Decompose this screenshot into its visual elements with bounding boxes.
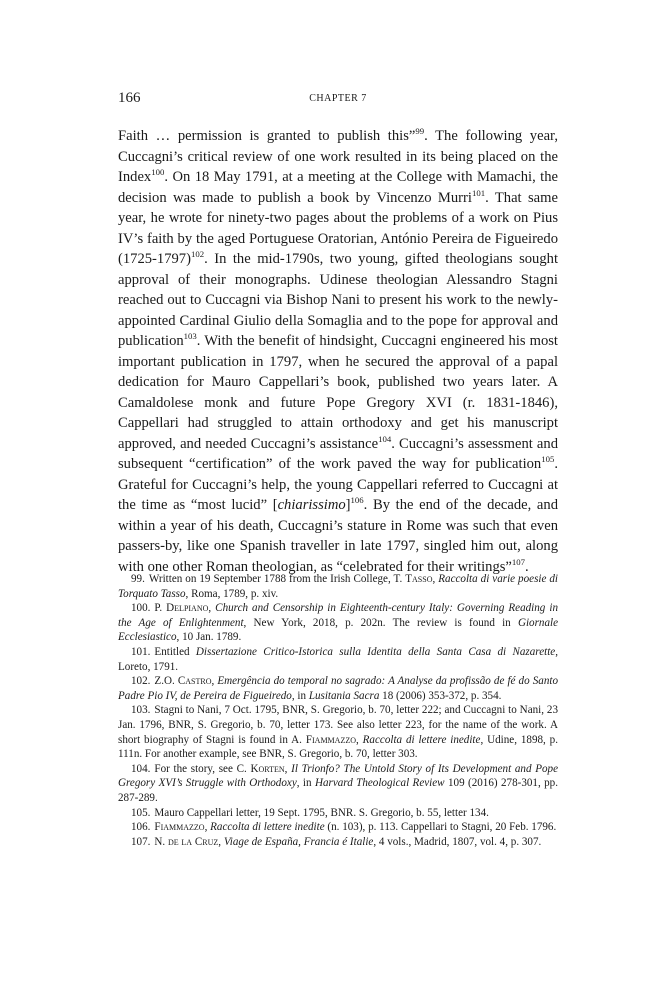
footnote-text: , [356, 733, 363, 746]
work-title: Harvard Theological Review [314, 777, 445, 790]
running-head: CHAPTER 7 [309, 93, 367, 104]
footnote-number: 105. [131, 806, 151, 819]
footnote-number: 102. [131, 675, 151, 688]
footnote-text: For the story, see C. [154, 762, 251, 775]
work-title: Raccolta di varie poesie di Torquato Tasso [118, 573, 559, 600]
footnote-text: , [218, 835, 224, 848]
author-name: Fiammazzo [305, 733, 356, 746]
author-name: Tasso [405, 573, 433, 585]
body-paragraph [118, 126, 558, 577]
footnote-text: , New York, 2018, p. 202n. The review is found in [243, 616, 518, 629]
footnote-number: 107. [131, 835, 151, 848]
work-title: Lusitania Sacra [308, 689, 380, 702]
footnote-number: 101. [131, 645, 151, 658]
footnote-text: , [284, 762, 292, 775]
author-name: Korten [250, 762, 285, 775]
footnote-text: Mauro Cappellari letter, 19 Sept. 1795, BNR. S. Gregorio, b. 55, letter 134. [154, 806, 489, 819]
footnote-text: Stagni to Nani, 7 Oct. 1795, BNR, S. Gregorio, b. 70, letter 222; and Cuccagni to Nani, 23 Jan. 1796, BNR, S. Gregorio, b. 70, letter 173. See also letter 223, for the name of the work. A short biography of Stagni is found in A. [118, 704, 558, 746]
footnote-text: , [204, 821, 211, 834]
text-run: . Grateful for Cuccagni’s help, the young Cappellari referred to Cuccagni at the time as “most lucid” [ [118, 456, 558, 513]
work-title: Emergência do temporal no sagrado: A Analyse da profissão de fé do Santo Padre Pio IV, de Pereira de Figueiredo [118, 675, 558, 702]
footnote-text: Written on 19 September 1788 from the Irish College, T. [148, 573, 406, 585]
footnote-number: 106. [131, 821, 151, 834]
footnote-ref: 105 [541, 454, 555, 465]
footnote-text: , [208, 602, 216, 615]
footnote-text: 18 (2006) 353-372, p. 354. [379, 689, 502, 702]
footnote-text: 109 (2016) 278-301, pp. 287-289. [118, 777, 558, 804]
footnote-104 [118, 762, 558, 806]
footnote-text: , in [291, 689, 309, 702]
footnote-ref: 100 [151, 167, 165, 178]
footnote-text: , Roma, 1789, p. xiv. [185, 587, 279, 600]
author-name: de la Cruz [167, 835, 219, 848]
footnote-text: (n. 103), p. 113. Cappellari to Stagni, 20 Feb. 1796. [324, 821, 557, 834]
footnote-105 [118, 806, 558, 821]
work-title: Dissertazione Critico-Istorica sulla Identita della Santa Casa di Nazarette [195, 645, 556, 658]
work-title: Giornale Ecclesiastico [118, 616, 558, 644]
text-run: . That same year, he wrote for ninety-two pages about the problems of a work on Pius IV’s faith by the aged Portuguese Oratorian, António Pereira de Figueiredo (1725-1797) [118, 189, 558, 267]
text-run: . On 18 May 1791, at a meeting at the College with Mamachi, the decision was made to publish a book by Vincenzo Murri [118, 169, 558, 206]
footnote-ref: 107 [511, 556, 526, 567]
footnote-102 [118, 674, 558, 703]
footnote-101 [118, 645, 558, 674]
footnote-ref: 102 [190, 249, 205, 260]
footnote-number: 104. [131, 762, 151, 775]
text-run: ] [345, 497, 351, 513]
footnote-text: , [432, 573, 439, 585]
footnote-text: Entitled [154, 645, 196, 658]
footnotes [118, 572, 558, 849]
text-run: . [525, 558, 529, 575]
footnote-number: 100. [131, 602, 151, 615]
footnote-text: N. [154, 835, 168, 848]
footnote-ref: 104 [378, 433, 392, 444]
footnote-number: 103. [131, 704, 151, 717]
footnote-ref: 106 [350, 495, 364, 506]
work-title: Il Trionfo? The Untold Story of Its Development and Pope Gregory XVI’s Struggle with Orthodoxy [118, 762, 559, 790]
text-run: . By the end of the decade, and within a year of his death, Cuccagni’s stature in Rome was such that even passers-by, like one Spanish traveller in late 1797, singled him out, along with one other Roman theologian, as “celebrated for their writings” [118, 497, 559, 575]
footnote-103 [118, 703, 558, 761]
work-title: Raccolta di lettere inedite [362, 733, 481, 746]
text-run: . In the mid-1790s, two young, gifted theologians sought approval of their monographs. Udinese theologian Alessandro Stagni reached out to Cuccagni via Bishop Nani to present his work to the newly-appointed Cardinal Giulio della Somaglia and to the pope for approval and publication [118, 251, 558, 349]
footnote-100 [118, 601, 558, 645]
author-name: Delpiano [166, 602, 209, 615]
footnote-text: , Udine, 1898, p. 111n. For another example, see BNR, S. Gregorio, b. 70, letter 303. [118, 733, 559, 761]
footnote-text: P. [154, 602, 167, 615]
italic-term: chiarissimo [277, 497, 346, 513]
footnote-text: , 4 vols., Madrid, 1807, vol. 4, p. 307. [373, 835, 542, 848]
footnote-ref: 101 [471, 187, 486, 198]
text-run: . The following year, Cuccagni’s critical review of one work resulted in its being placed on the Index [118, 128, 558, 185]
page-number: 166 [118, 90, 141, 106]
author-name: Castro [177, 675, 212, 688]
footnote-number: 99. [131, 573, 145, 585]
footnote-106 [118, 820, 558, 835]
text-run: . Cuccagni’s assessment and subsequent “certification” of the work paved the way for publication [118, 435, 558, 472]
author-name: Fiammazzo [154, 821, 205, 834]
footnote-text: , in [296, 777, 315, 790]
footnote-text: , 10 Jan. 1789. [176, 631, 242, 644]
footnote-99 [118, 572, 558, 601]
footnote-text: , [211, 675, 218, 688]
page-header [118, 90, 558, 110]
text-run: Faith … permission is granted to publish this” [118, 128, 416, 144]
work-title: Viage de España, Francia é Italie [223, 835, 374, 848]
work-title: Raccolta di lettere inedite [210, 821, 325, 834]
footnote-text: Z.O. [154, 675, 178, 688]
text-run: . With the benefit of hindsight, Cuccagni engineered his most important publication in 1797, when he secured the approval of a papal dedication for Mauro Cappellari’s book, published two years later. A Camaldolese monk and future Pope Gregory XVI (r. 1831-1846), Cappellari had struggled to attain orthodoxy and get his manuscript approved, and needed Cuccagni’s assistance [118, 333, 558, 452]
work-title: Church and Censorship in Eighteenth-century Italy: Governing Reading in the Age of Enlightenment [118, 602, 558, 629]
footnote-ref: 99 [415, 126, 425, 137]
footnote-text: , Loreto, 1791. [118, 645, 558, 673]
footnote-107 [118, 835, 558, 850]
footnote-ref: 103 [183, 331, 197, 342]
